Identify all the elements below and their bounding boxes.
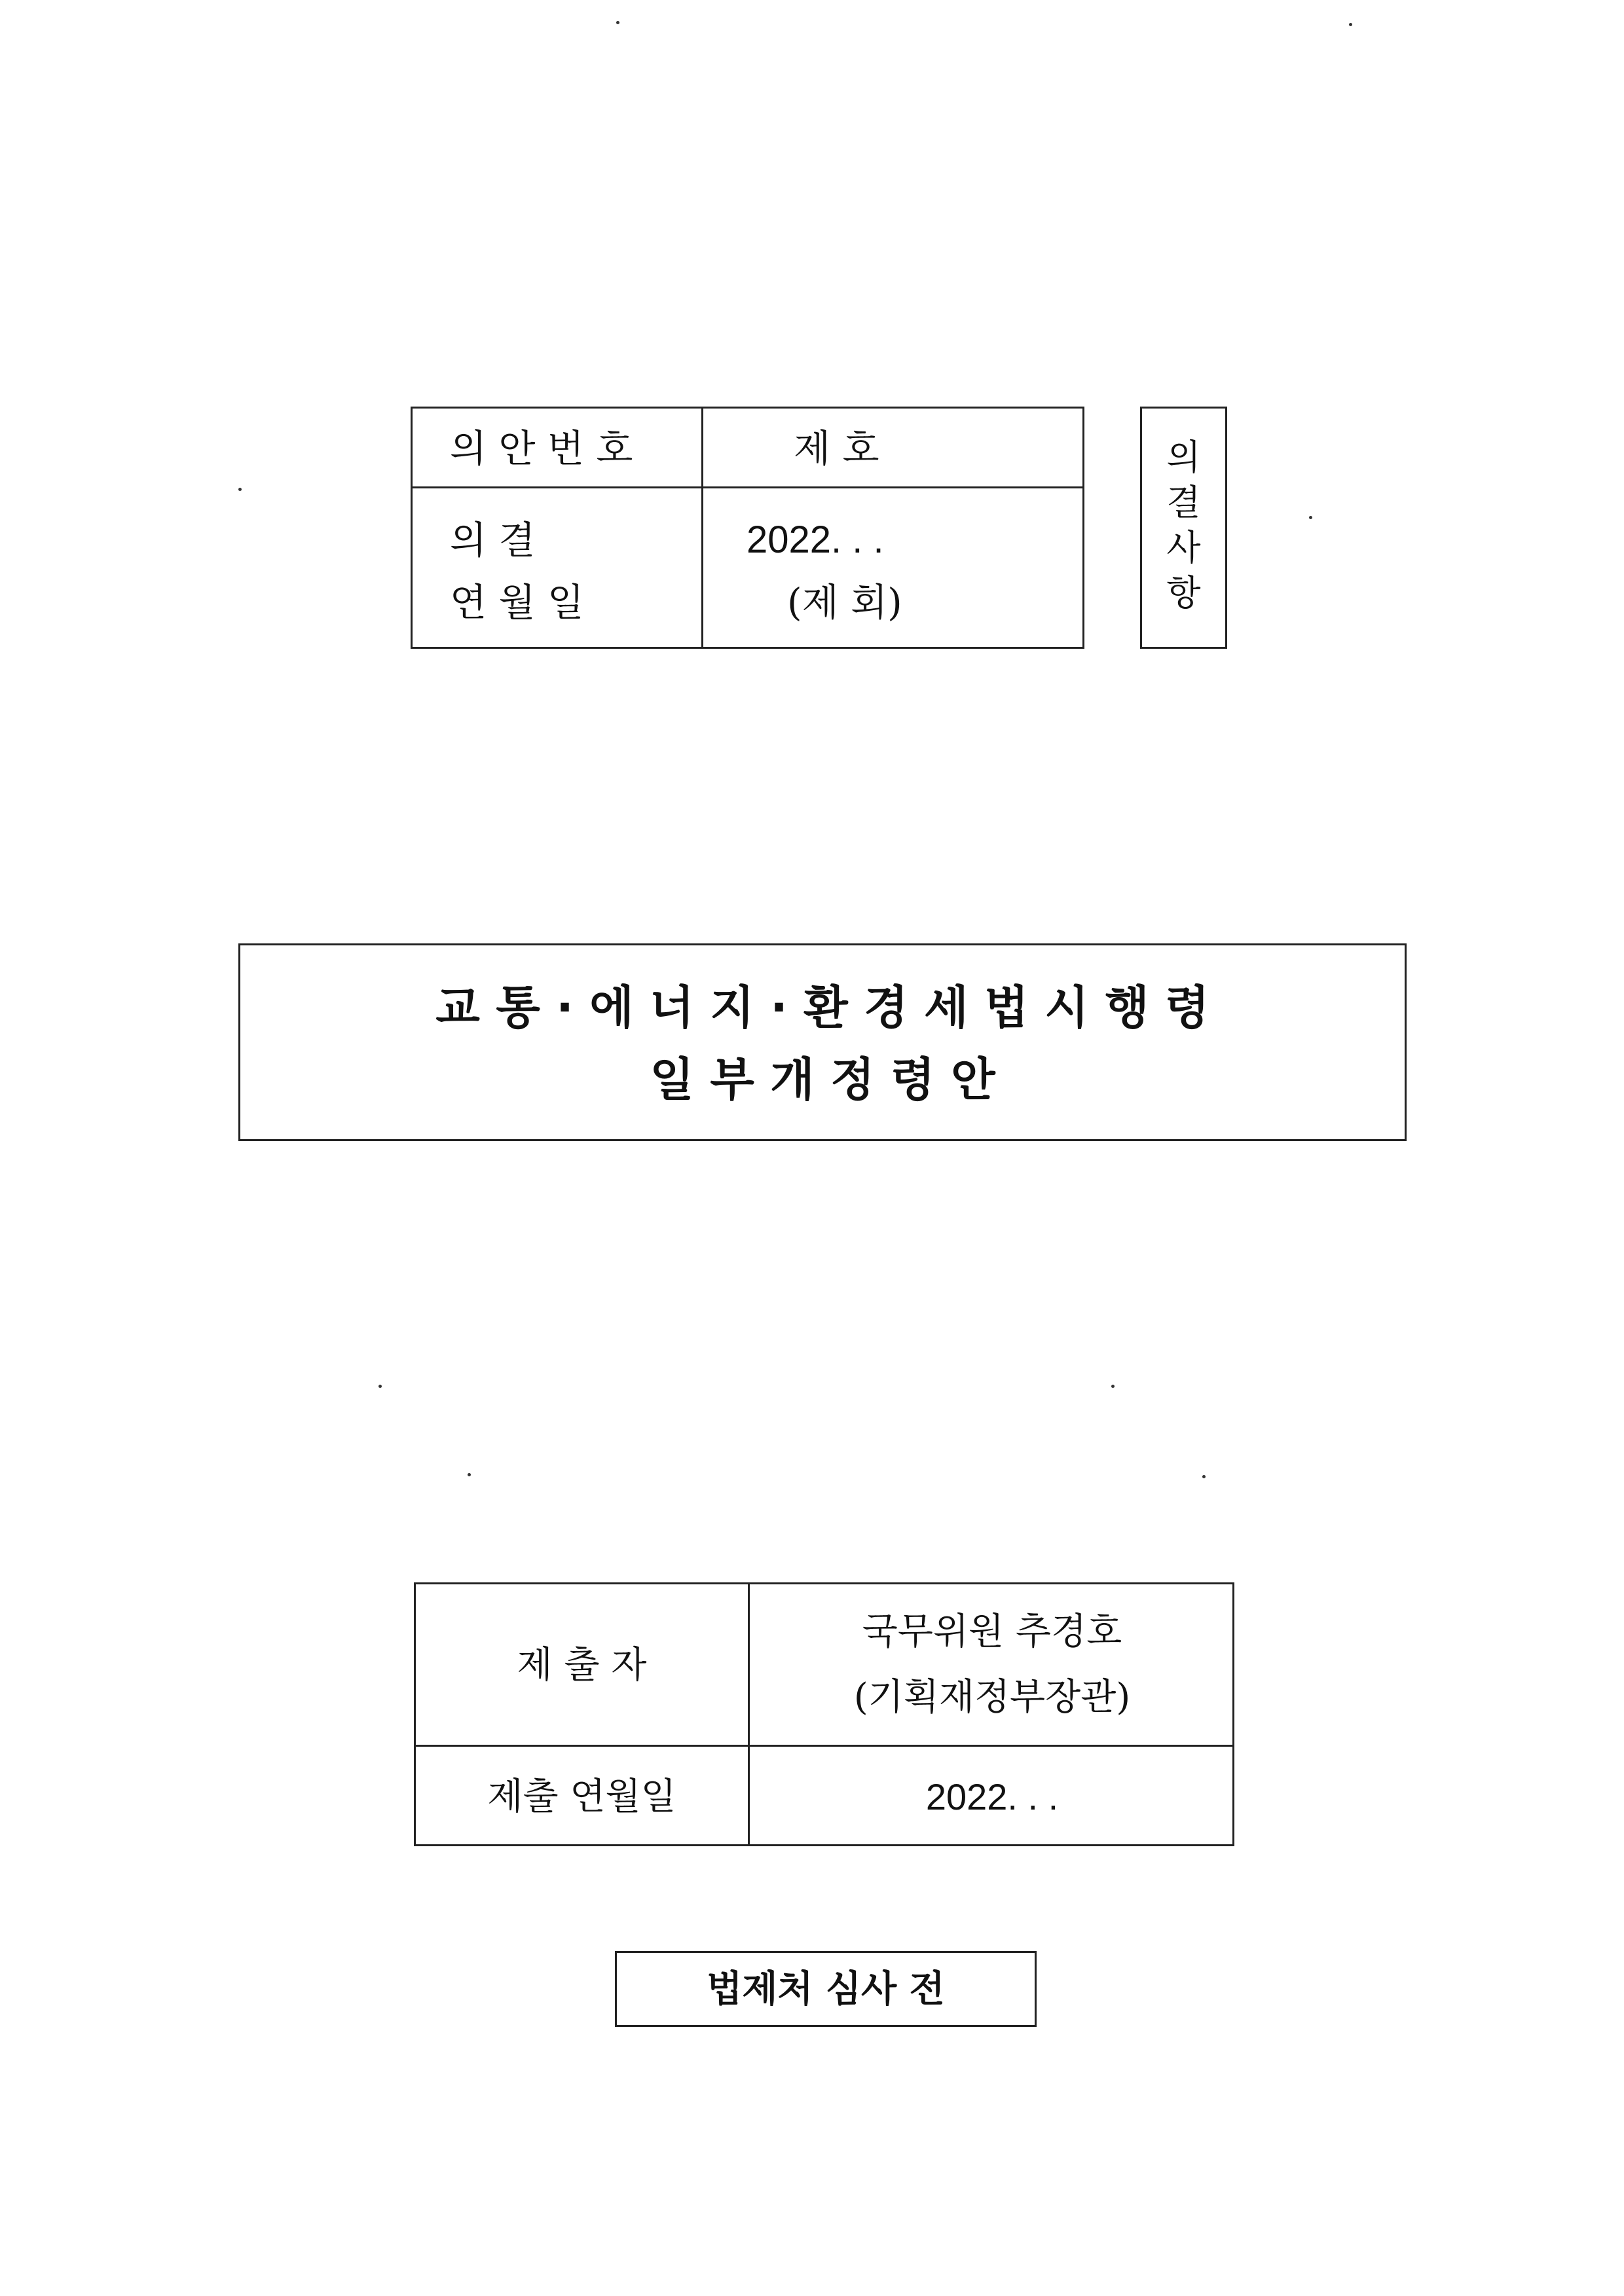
submitter-name: 국무위원 추경호 xyxy=(862,1611,1122,1653)
decision-char: 결 xyxy=(1166,482,1201,523)
scan-speck xyxy=(378,1385,382,1388)
bill-number-value: 제 호 xyxy=(794,426,879,471)
submission-date-value: 2022. . . xyxy=(925,1776,1059,1817)
review-status-label: 법제처 심사 전 xyxy=(707,1968,945,2011)
scan-speck xyxy=(238,488,242,491)
scan-speck xyxy=(1202,1475,1206,1478)
scan-speck xyxy=(1309,516,1312,519)
submitter-label: 제 출 자 xyxy=(517,1644,647,1686)
decision-date-label-line2: 연 월 일 xyxy=(450,580,584,625)
scan-speck xyxy=(616,21,619,24)
decision-char: 항 xyxy=(1166,572,1201,613)
review-status-box xyxy=(615,1951,1037,2027)
decision-char: 사 xyxy=(1166,527,1201,568)
session-value: (제 회) xyxy=(787,580,902,625)
decision-items-box xyxy=(1140,407,1227,649)
submission-table xyxy=(414,1582,1234,1846)
title-line-1: 교 통 · 에 너 지 · 환 경 세 법 시 행 령 xyxy=(435,981,1209,1034)
title-line-2: 일 부 개 정 령 안 xyxy=(650,1053,995,1106)
table-divider xyxy=(416,1745,1232,1747)
document-title-box xyxy=(238,943,1407,1141)
bill-number-label: 의 안 번 호 xyxy=(450,426,633,471)
scan-speck xyxy=(1111,1385,1115,1388)
scan-speck xyxy=(1349,23,1352,26)
submitter-title: (기획재정부장관) xyxy=(853,1676,1131,1719)
table-divider xyxy=(701,409,703,647)
bill-info-table xyxy=(411,407,1084,649)
decision-char: 의 xyxy=(1166,437,1201,478)
decision-date-label-line1: 의 결 xyxy=(450,518,536,562)
scan-speck xyxy=(468,1473,471,1476)
decision-date-value: 2022. . . xyxy=(747,519,884,561)
submission-date-label: 제출 연월일 xyxy=(487,1776,676,1818)
